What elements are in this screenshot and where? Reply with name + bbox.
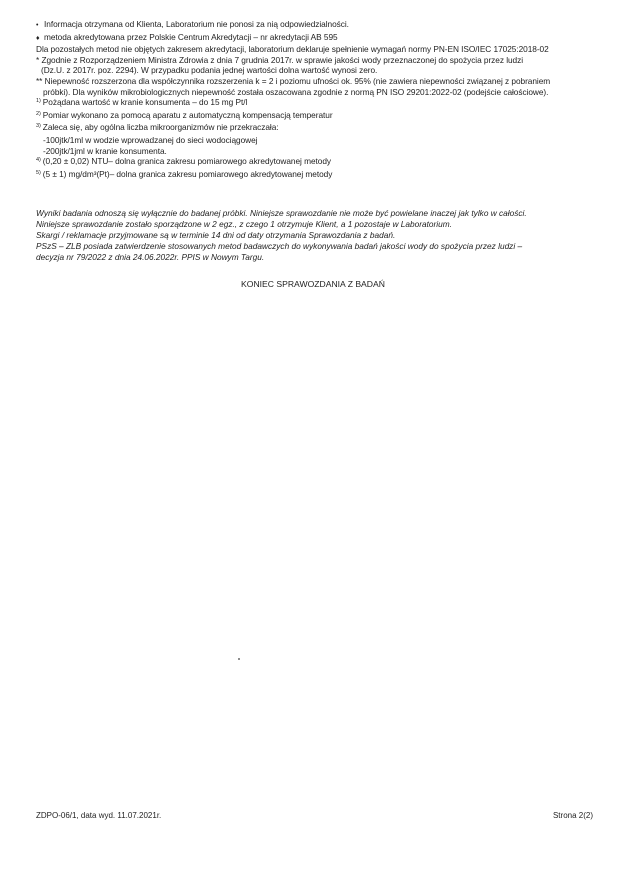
end-of-report-title: KONIEC SPRAWOZDANIA Z BADAŃ bbox=[241, 279, 385, 289]
note-regulation: * Zgodnie z Rozporządzeniem Ministra Zdrowia z dnia 7 grudnia 2017r. w sprawie jakości wody przeznaczonej do spożycia przez ludzi bbox=[36, 54, 524, 65]
statement-line: Skargi / reklamacje przyjmowane są w terminie 14 dni od daty otrzymania Sprawozdania z badań. bbox=[36, 230, 396, 240]
note-3-item-tap: -200jtk/1jml w kranie konsumenta. bbox=[43, 145, 167, 156]
statement-line: decyzja nr 79/2022 z dnia 24.06.2022r. PPIS w Nowym Targu. bbox=[36, 252, 265, 262]
double-asterisk-marker: ** bbox=[36, 75, 43, 86]
statement-line: Niniejsze sprawozdanie zostało sporządzone w 2 egz., z czego 1 otrzymuje Klient, a 1 pozostaje w Laboratorium. bbox=[36, 219, 452, 229]
note-2: $^{2)}$ Pomiar wykonano za pomocą aparatu z automatyczną kompensacją temperatur bbox=[36, 109, 333, 120]
footnote-marker-2: 2) bbox=[36, 110, 41, 117]
footnote-marker-4: 4) bbox=[36, 157, 41, 164]
asterisk-marker: * bbox=[36, 54, 40, 65]
report-statement bbox=[36, 208, 606, 263]
scan-speck bbox=[238, 658, 240, 660]
note-client-info: • Informacja otrzymana od Klienta, Laboratorium nie ponosi za nią odpowiedzialności. bbox=[36, 19, 606, 32]
note-5: $^{5)}$ (5 ± 1) mg/dm³(Pt)– dolna granica zakresu pomiarowego akredytowanej metody bbox=[36, 168, 333, 179]
bullet-icon: • bbox=[36, 22, 39, 29]
note-1: $^{1)}$ Pożądana wartość w kranie konsumenta – do 15 mg Pt/l bbox=[36, 97, 248, 108]
note-other-methods: Dla pozostałych metod nie objętych zakresem akredytacji, laboratorium deklaruje spełnienie wymagań normy PN-EN ISO/IEC 17025:2018-02 bbox=[36, 44, 549, 55]
statement-line: PSzS – ZLB posiada zatwierdzenie stosowanych metod badawczych do wykonywania badań jakości wody do spożycia przez ludzi – bbox=[36, 241, 523, 251]
note-3: $^{3)}$ Zaleca się, aby ogólna liczba mikroorganizmów nie przekraczała: bbox=[36, 122, 279, 133]
diamond-icon: ♦ bbox=[36, 34, 40, 42]
note-regulation-cont: (Dz.U. z 2017r. poz. 2294). W przypadku podania jednej wartości dolna wartość wynosi zero. bbox=[41, 65, 378, 76]
footnotes-block bbox=[36, 19, 606, 181]
note-uncertainty-cont: próbki). Dla wyników mikrobiologicznych niepewność została oszacowana zgodnie z normą PN ISO 29201:2022-02 (podejście całościowe). bbox=[43, 86, 549, 97]
form-identifier: ZDPO-06/1, data wyd. 11.07.2021r. bbox=[36, 811, 162, 820]
footnote-marker-5: 5) bbox=[36, 169, 41, 176]
note-4: $^{4)}$ (0,20 ± 0,02) NTU– dolna granica zakresu pomiarowego akredytowanej metody bbox=[36, 156, 332, 167]
page-number: Strona 2(2) bbox=[552, 811, 593, 820]
note-uncertainty: ** Niepewność rozszerzona dla współczynnika rozszerzenia k = 2 i poziomu ufności ok. 95% (nie zawiera niepewności związanej z pobraniem bbox=[36, 75, 551, 86]
footnote-marker-3: 3) bbox=[36, 123, 41, 130]
note-3-item-network: -100jtk/1ml w wodzie wprowadzanej do sieci wodociągowej bbox=[43, 134, 258, 145]
footnote-marker-1: 1) bbox=[36, 98, 41, 105]
note-accredited-method: ♦ metoda akredytowana przez Polskie Centrum Akredytacji – nr akredytacji AB 595 bbox=[36, 32, 606, 45]
statement-line: Wyniki badania odnoszą się wyłącznie do badanej próbki. Niniejsze sprawozdanie nie może być powielane inaczej jak tylko w całości. bbox=[36, 208, 527, 218]
